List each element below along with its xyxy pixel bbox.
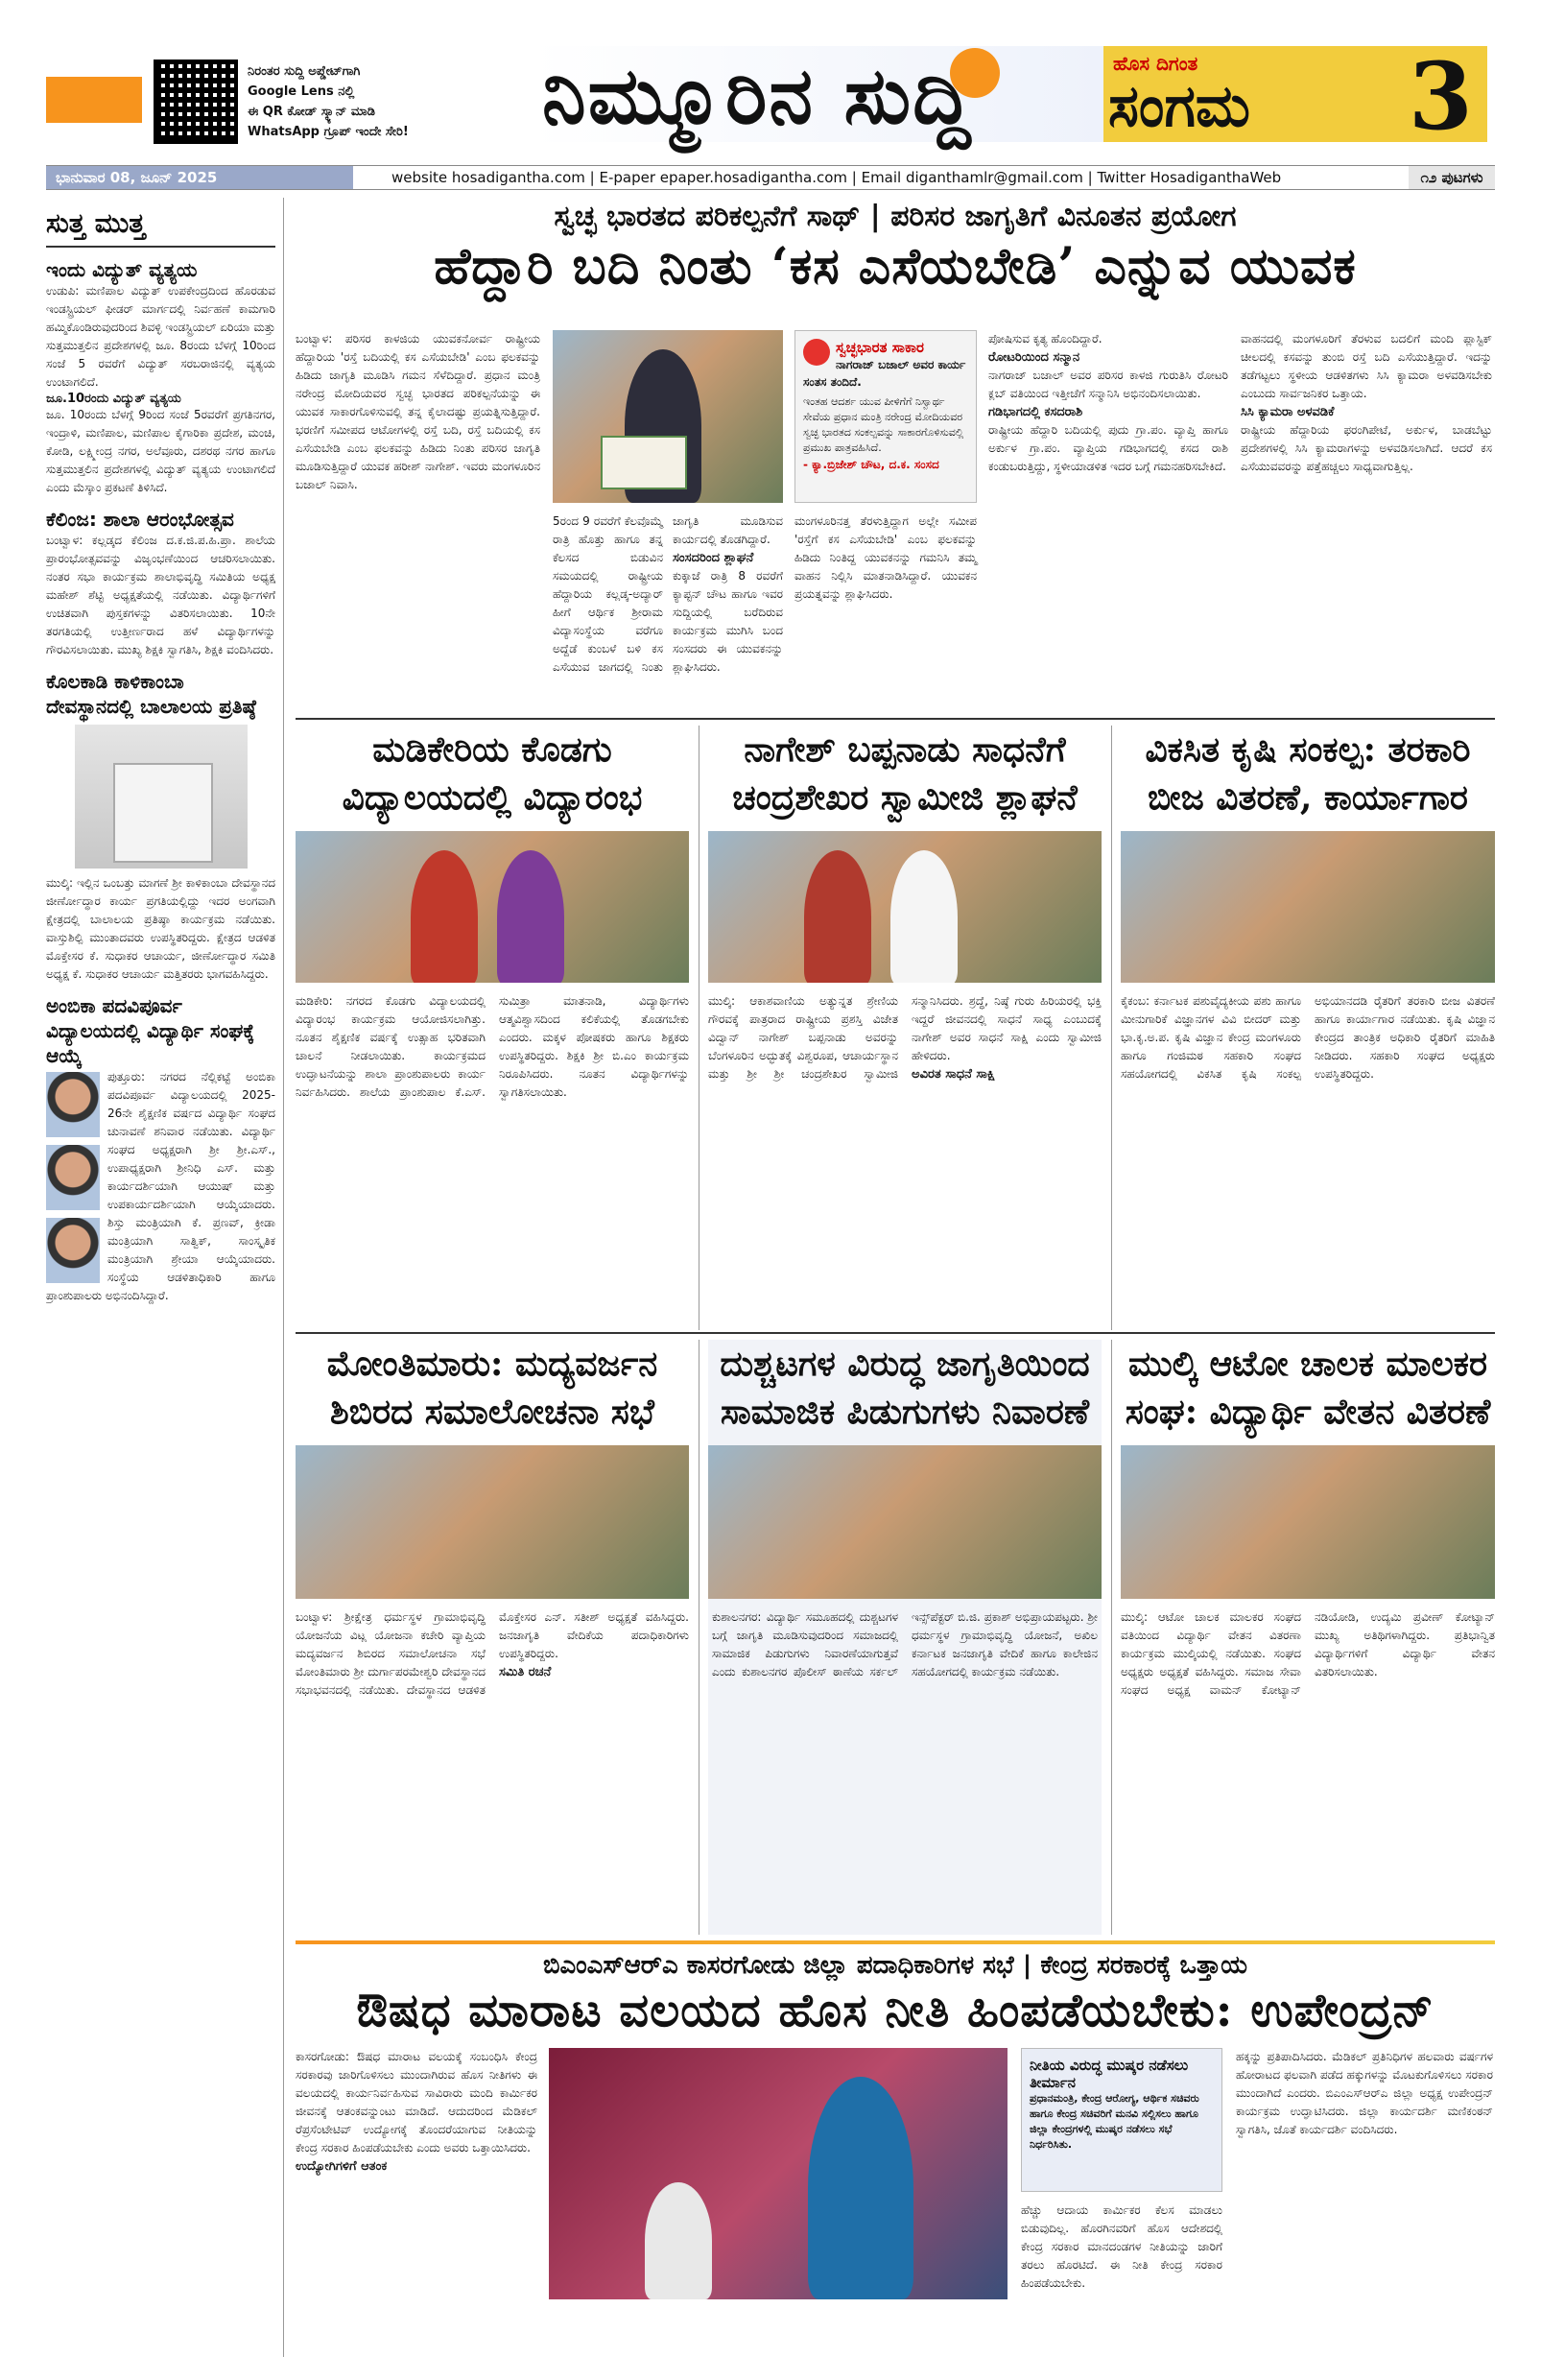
side-box-title: ನೀತಿಯ ವಿರುದ್ಧ ಮುಷ್ಕರ ನಡೆಸಲು ತೀರ್ಮಾನ	[1030, 2057, 1189, 2091]
article-headline: ಮಡಿಕೇರಿಯ ಕೊಡಗು ವಿದ್ಯಾಲಯದಲ್ಲಿ ವಿದ್ಯಾರಂಭ	[342, 729, 643, 818]
story-body	[296, 330, 1495, 714]
lamp-lighting-photo	[296, 831, 689, 983]
page-count: ೧೨ ಪುಟಗಳು	[1409, 166, 1495, 189]
story-headline: ಔಷಧ ಮಾರಾಟ ವಲಯದ ಹೊಸ ನೀತಿ ಹಿಂಪಡೆಯಬೇಕು: ಉಪೇಂದ್ರನ್	[356, 1984, 1434, 2037]
article-text: ಕೈಕಂಬ: ಕರ್ನಾಟಕ ಪಶುವೈದ್ಯಕೀಯ ಪಶು ಹಾಗೂ ಮೀನುಗಾರಿಕೆ ವಿಜ್ಞಾನಗಳ ವಿವಿ ಬೀದರ್ ಮತ್ತು ಭಾ.ಕೃ.ಅ.ಪ. ಕೃಷಿ ವಿಜ್ಞಾನ ಕೇಂದ್ರ ಮಂಗಳೂರು ಹಾಗೂ ಗಂಜಿಮಠ ಸಹಕಾರಿ ಸಂಘದ ಸಹಯೋಗದಲ್ಲಿ ವಿಕಸಿತ ಕೃಷಿ ಸಂಕಲ್ಪ ಅಭಿಯಾನದಡಿ ರೈತರಿಗೆ ತರಕಾರಿ ಬೀಜ ವಿತರಣೆ ಹಾಗೂ ಕಾರ್ಯಾಗಾರ ನಡೆಯಿತು. ಕೃಷಿ ವಿಜ್ಞಾನ ಕೇಂದ್ರದ ತಾಂತ್ರಿಕ ಅಧಿಕಾರಿ ರೈತರಿಗೆ ಮಾಹಿತಿ ನೀಡಿದರು. ಸಹಕಾರಿ ಸಂಘದ ಅಧ್ಯಕ್ಷರು ಉಪಸ್ಥಿತರಿದ್ದರು.	[1121, 994, 1495, 1081]
youth-with-placard-photo	[553, 330, 783, 503]
story-column	[296, 2048, 537, 2176]
story-subhead: ಸಂಸದರಿಂದ ಶ್ಲಾಘನೆ	[673, 551, 754, 565]
story-column: ಹಕ್ಕನ್ನು ಪ್ರತಿಪಾದಿಸಿದರು. ಮೆಡಿಕಲ್ ಪ್ರತಿನಿಧಿಗಳ ಹಲವಾರು ವರ್ಷಗಳ ಹೋರಾಟದ ಫಲವಾಗಿ ಪಡೆದ ಹಕ್ಕುಗಳನ್ನು ಮೊಟಕುಗೊಳಿಸಲು ಸರಕಾರ ಮುಂದಾಗಿದೆ ಎಂದರು. ಬಿಎಂಎಸ್‌ಆರ್‌ಎ ಜಿಲ್ಲಾ ಅಧ್ಯಕ್ಷ ಉಪೇಂದ್ರನ್ ಕಾರ್ಯಕ್ರಮ ಉದ್ಘಾಟಿಸಿದರು. ಜಿಲ್ಲಾ ಕಾರ್ಯದರ್ಶಿ ಮಣಿಕಂಠನ್ ಸ್ವಾಗತಿಸಿ, ಜೊತೆ ಕಾರ್ಯದರ್ಶಿ ವಂದಿಸಿದರು.	[1236, 2050, 1493, 2136]
brief-subhead: ಜೂ.10ರಂದು ವಿದ್ಯುತ್ ವ್ಯತ್ಯಯ	[46, 392, 181, 406]
article-headline: ನಾಗೇಶ್ ಬಪ್ಪನಾಡು ಸಾಧನೆಗೆ ಚಂದ್ರಶೇಖರ ಸ್ವಾಮೀಜಿ ಶ್ಲಾಘನೆ	[732, 729, 1078, 818]
story-kicker: ಸ್ವಚ್ಛ ಭಾರತದ ಪರಿಕಲ್ಪನೆಗೆ ಸಾಥ್ | ಪರಿಸರ ಜಾಗೃತಿಗೆ ವಿನೂತನ ಪ್ರಯೋಗ	[554, 200, 1237, 233]
bottom-story	[296, 1948, 1495, 2361]
article-card	[708, 726, 1102, 1330]
story-kicker: ಬಿಎಂಎಸ್‌ಆರ್‌ಎ ಕಾಸರಗೋಡು ಜಿಲ್ಲಾ ಪದಾಧಿಕಾರಿಗಳ ಸಭೆ | ಕೇಂದ್ರ ಸರಕಾರಕ್ಕೆ ಒತ್ತಾಯ	[543, 1951, 1247, 1980]
article-text: ಕುಶಾಲನಗರ: ವಿದ್ಯಾರ್ಥಿ ಸಮೂಹದಲ್ಲಿ ದುಶ್ಚಟಗಳ ಬಗ್ಗೆ ಜಾಗೃತಿ ಮೂಡಿಸುವುದರಿಂದ ಸಮಾಜದಲ್ಲಿ ಸಾಮಾಜಿಕ ಪಿಡುಗುಗಳು ನಿವಾರಣೆಯಾಗುತ್ತವೆ ಎಂದು ಕುಶಾಲನಗರ ಪೊಲೀಸ್ ಠಾಣೆಯ ಸರ್ಕಲ್ ಇನ್ಸ್‌ಪೆಕ್ಟರ್ ಬಿ.ಜಿ. ಪ್ರಕಾಶ್ ಅಭಿಪ್ರಾಯಪಟ್ಟರು. ಶ್ರೀ ಧರ್ಮಸ್ಥಳ ಗ್ರಾಮಾಭಿವೃದ್ಧಿ ಯೋಜನೆ, ಅಖಿಲ ಕರ್ನಾಟಕ ಜನಜಾಗೃತಿ ವೇದಿಕೆ ಹಾಗೂ ಕಾಲೇಜಿನ ಸಹಯೋಗದಲ್ಲಿ ಕಾರ್ಯಕ್ರಮ ನಡೆಯಿತು.	[712, 1610, 1098, 1678]
article-card	[1121, 1340, 1495, 1935]
story-column: ಮಂಗಳೂರಿನತ್ತ ತೆರಳುತ್ತಿದ್ದಾಗ ಅಲ್ಲೇ ಸಮೀಪ 'ರಸ್ತೆಗೆ ಕಸ ಎಸೆಯಬೇಡಿ' ಎಂಬ ಫಲಕವನ್ನು ಹಿಡಿದು ನಿಂತಿದ್ದ ಯುವಕನನ್ನು ಗಮನಿಸಿ ತಮ್ಮ ವಾಹನ ನಿಲ್ಲಿಸಿ ಮಾತನಾಡಿಸಿದ್ದಾರೆ. ಯುವಕನ ಪ್ರಯತ್ನವನ್ನು ಶ್ಲಾಘಿಸಿದರು.	[794, 514, 977, 601]
divider	[1111, 1340, 1112, 1935]
divider	[296, 718, 1495, 720]
qr-line: WhatsApp ಗ್ರೂಪ್ ಇಂದೇ ಸೇರಿ!	[248, 125, 409, 139]
scholarship-distribution-photo	[1121, 1445, 1495, 1599]
brief-headline: ಕೊಲಕಾಡಿ ಕಾಳಿಕಾಂಬಾ ದೇವಸ್ಥಾನದಲ್ಲಿ ಬಾಲಾಲಯ ಪ್ರತಿಷ್ಠೆ	[46, 670, 256, 718]
story-text: ಕಾಸರಗೋಡು: ಔಷಧ ಮಾರಾಟ ವಲಯಕ್ಕೆ ಸಂಬಂಧಿಸಿ ಕೇಂದ್ರ ಸರಕಾರವು ಜಾರಿಗೊಳಿಸಲು ಮುಂದಾಗಿರುವ ಹೊಸ ನೀತಿಗಳು ಈ ವಲಯದಲ್ಲಿ ಕಾರ್ಯನಿರ್ವಹಿಸುವ ಸಾವಿರಾರು ಮಂದಿ ಕಾರ್ಮಿಕರ ಜೀವನಕ್ಕೆ ಆತಂಕವನ್ನುಂಟು ಮಾಡಿದೆ. ಆದುದರಿಂದ ಮೆಡಿಕಲ್ ರೆಪ್ರಸೆಂಟೇಟಿವ್ ಉದ್ಯೋಗಕ್ಕೆ ತೊಂದರೆಯಾಗುವ ನೀತಿಯನ್ನು ಕೇಂದ್ರ ಸರಕಾರ ಹಿಂಪಡೆಯಬೇಕು ಎಂದು ಅವರು ಒತ್ತಾಯಿಸಿದರು.	[296, 2050, 537, 2154]
brief-headline: ಕೆಲಿಂಜ: ಶಾಲಾ ಆರಂಭೋತ್ಸವ	[46, 508, 234, 531]
meeting-photo	[296, 1445, 689, 1599]
story-text: 5ರಂದ 9 ರವರೆಗೆ ಕೆಲವೊಮ್ಮೆ ರಾತ್ರಿ ಹೊತ್ತು ಹಾಗೂ ತನ್ನ ಕೆಲಸದ ಬಿಡುವಿನ ಸಮಯದಲ್ಲಿ ರಾಷ್ಟ್ರೀಯ ಹೆದ್ದಾರಿಯ ಕಲ್ಲಡ್ಕ-ಅದ್ಯಾರ್ ಹೀಗೆ ಆರ್ಥಿಕ ಶ್ರೀರಾಮ ವಿದ್ಯಾಸಂಸ್ಥೆಯ ವರೆಗೂ ಅದ್ದೆಡೆ ಕುಂಬಳೆ ಬಳಿ ಕಸ ಎಸೆಯುವ ಜಾಗದಲ್ಲಿ ನಿಂತು ಜಾಗೃತಿ ಮೂಡಿಸುವ ಕಾರ್ಯದಲ್ಲಿ ತೊಡಗಿದ್ದಾರೆ.	[553, 514, 783, 674]
date: ಭಾನುವಾರ 08, ಜೂನ್ 2025	[46, 166, 353, 189]
story-subhead: ಗಡಿಭಾಗದಲ್ಲಿ ಕಸದರಾಶಿ	[988, 405, 1083, 419]
temple-photo	[75, 725, 248, 869]
story-column: ಬಂಟ್ವಾಳ: ಪರಿಸರ ಕಾಳಜಿಯ ಯುವಕನೋರ್ವ ರಾಷ್ಟ್ರೀಯ ಹೆದ್ದಾರಿಯ 'ರಸ್ತೆ ಬದಿಯಲ್ಲಿ ಕಸ ಎಸೆಯಬೇಡಿ' ಎಂಬ ಫಲಕವನ್ನು ಹಿಡಿದು ಜಾಗೃತಿ ಮೂಡಿಸಿ ಗಮನ ಸೆಳೆದಿದ್ದಾರೆ. ಪ್ರಧಾನ ಮಂತ್ರಿ ನರೇಂದ್ರ ಮೋದಿಯವರ ಸ್ವಚ್ಛ ಭಾರತದ ಪರಿಕಲ್ಪನೆಯನ್ನು ಈ ಯುವಕ ಸಾಕಾರಗೊಳಿಸುವಲ್ಲಿ ತನ್ನ ಕೈಲಾದಷ್ಟು ಪ್ರಯತ್ನಿಸುತ್ತಿದ್ದಾರೆ. ಭರಣಿಗೆ ಸಮೀಪದ ಆಟೋಗಳಲ್ಲಿ ರಸ್ತೆ ಬದಿ, ರಸ್ತೆ ಬದಿಯಲ್ಲಿ ಕಸ ಎಸೆಯಬೇಡಿ ಎಂಬ ಫಲಕವನ್ನು ಹಿಡಿದು ನಿಂತು ಪರಿಸರ ಜಾಗೃತಿ ಮೂಡಿಸುತ್ತಿದ್ದಾರೆ ಯುವಕ ಹರೀಶ್ ನಾಗೇಶ್. ಇವರು ಮಂಗಳೂರಿನ ಬಜಾಲ್ ನಿವಾಸಿ.	[296, 332, 540, 491]
info-bar	[46, 165, 1495, 190]
story-subhead: ಉದ್ಯೋಗಿಗಳಿಗೆ ಆತಂಕ	[296, 2159, 388, 2174]
story-column	[1241, 330, 1492, 476]
article-subhead: ಅವಿರತ ಸಾಧನೆ ಸಾಕ್ಷಿ	[912, 1067, 995, 1082]
side-box-body: ಪ್ರಧಾನಮಂತ್ರಿ, ಕೇಂದ್ರ ಆರೋಗ್ಯ, ಆರ್ಥಿಕ ಸಚಿವರು ಹಾಗೂ ಕೇಂದ್ರ ಸಚಿವರಿಗೆ ಮನವಿ ಸಲ್ಲಿಸಲು ಹಾಗೂ ಜಿಲ್ಲಾ ಕೇಂದ್ರಗಳಲ್ಲಿ ಮುಷ್ಕರ ನಡೆಸಲು ಸಭೆ ನಿರ್ಧರಿಸಿತು.	[1030, 2092, 1199, 2151]
article-card	[296, 1340, 689, 1935]
qr-instructions	[248, 61, 478, 142]
email-link[interactable]: Email diganthamlr@gmail.com	[861, 169, 1083, 186]
twitter-link[interactable]: Twitter HosadiganthaWeb	[1097, 169, 1282, 186]
brief-text: ಮುಲ್ಕಿ: ಇಲ್ಲಿನ ಒಂಬತ್ತು ಮಾಗಣೆ ಶ್ರೀ ಕಾಳಿಕಾಂಬಾ ದೇವಸ್ಥಾನದ ಜೀರ್ಣೋದ್ಧಾರ ಕಾರ್ಯ ಪ್ರಗತಿಯಲ್ಲಿದ್ದು ಇದರ ಅಂಗವಾಗಿ ಕ್ಷೇತ್ರದಲ್ಲಿ ಬಾಲಾಲಯ ಪ್ರತಿಷ್ಠಾ ಕಾರ್ಯಕ್ರಮ ನಡೆಯಿತು. ವಾಸ್ತುಶಿಲ್ಪಿ ಮುಂತಾದವರು ಉಪಸ್ಥಿತರಿದ್ದರು. ಕ್ಷೇತ್ರದ ಆಡಳಿತ ಮೊಕ್ತೇಸರ ಕೆ. ಸುಧಾಕರ ಆಚಾರ್ಯ, ಜೀರ್ಣೋದ್ಧಾರ ಸಮಿತಿ ಅಧ್ಯಕ್ಷ ಕೆ. ಸುಧಾಕರ ಆಚಾರ್ಯ ಮತ್ತಿತರರು ಭಾಗವಹಿಸಿದ್ದರು.	[46, 876, 275, 981]
newspaper-name: ಹೊಸ ದಿಗಂತ	[1113, 52, 1198, 75]
story-body	[296, 2048, 1495, 2361]
student-photo	[46, 1218, 100, 1283]
side-box	[1021, 2048, 1222, 2192]
divider	[1111, 726, 1112, 1330]
article-card	[708, 1340, 1102, 1935]
brief-headline: ಅಂಬಿಕಾ ಪದವಿಪೂರ್ವ ವಿದ್ಯಾಲಯದಲ್ಲಿ ವಿದ್ಯಾರ್ಥಿ ಸಂಘಕ್ಕೆ ಆಯ್ಕೆ	[46, 994, 255, 1067]
section-title: ನಿಮ್ಮೂರಿನ ಸುದ್ದಿ	[542, 50, 973, 142]
epaper-link[interactable]: E-paper epaper.hosadigantha.com	[599, 169, 847, 186]
student-photo	[46, 1145, 100, 1210]
story-text: ಪೋಷಿಸುವ ಕೃತ್ಯ ಹೊಂದಿದ್ದಾರೆ.	[988, 332, 1102, 345]
felicitation-photo	[708, 831, 1102, 983]
story-text: ಕುಕ್ಕಾಜೆ ರಾತ್ರಿ 8 ರವರೆಗೆ ಕ್ಯಾಪ್ಟನ್ ಚೌಟ ಹಾಗೂ ಇವರ ಸುದ್ದಿಯಲ್ಲಿ ಬರೆದಿರುವ ಕಾರ್ಯಕ್ರಮ ಮುಗಿಸಿ ಬಂದ ಸಂಸದರು ಈ ಯುವಕನನ್ನು ಶ್ಲಾಘಿಸಿದರು.	[673, 569, 783, 674]
quote-box-title: ಸ್ವಚ್ಛಭಾರತ ಸಾಕಾರ	[836, 339, 924, 356]
quote-box	[794, 330, 977, 503]
article-text	[296, 1608, 689, 1700]
brief-text: ಜೂ. 10ರಂದು ಬೆಳಗ್ಗೆ 9ರಿಂದ ಸಂಜೆ 5ರವರೆಗೆ ಪ್ರಗತಿನಗರ, ಇಂದ್ರಾಳಿ, ಮಣಿಪಾಲ, ಮಣಿಪಾಲ ಕೈಗಾರಿಕಾ ಪ್ರದೇಶ, ಮಂಚಿ, ಕೋಡಿ, ಲಕ್ಷ್ಮೀಂದ್ರ ನಗರ, ಅಲೆವೂರು, ದಶರಥ ನಗರ ಹಾಗೂ ಸುತ್ತಮುತ್ತಲಿನ ಪ್ರದೇಶಗಳಲ್ಲಿ ವಿದ್ಯುತ್ ವ್ಯತ್ಯಯ ಉಂಟಾಗಲಿದೆ ಎಂದು ಮೆಸ್ಕಾಂ ಪ್ರಕಟಣೆ ತಿಳಿಸಿದೆ.	[46, 408, 275, 494]
article-headline: ದುಶ್ಚಟಗಳ ವಿರುದ್ಧ ಜಾಗೃತಿಯಿಂದ ಸಾಮಾಜಿಕ ಪಿಡುಗುಗಳು ನಿವಾರಣೆ	[720, 1344, 1090, 1432]
brief-body: ಪುತ್ತೂರು: ನಗರದ ನೆಲ್ಲಿಕಟ್ಟೆ ಅಂಬಿಕಾ ಪದವಿಪೂರ್ವ ವಿದ್ಯಾಲಯದಲ್ಲಿ 2025-26ನೇ ಶೈಕ್ಷಣಿಕ ವರ್ಷದ ವಿದ್ಯಾರ್ಥಿ ಸಂಘದ ಚುನಾವಣೆ ಶನಿವಾರ ನಡೆಯಿತು. ವಿದ್ಯಾರ್ಥಿ ಸಂಘದ ಅಧ್ಯಕ್ಷರಾಗಿ ಶ್ರೀ ಶ್ರೀ.ಎಸ್., ಉಪಾಧ್ಯಕ್ಷರಾಗಿ ಶ್ರೀನಿಧಿ ಎಸ್. ಮತ್ತು ಕಾರ್ಯದರ್ಶಿಯಾಗಿ ಆಯುಷ್ ಮತ್ತು ಉಪಕಾರ್ಯದರ್ಶಿಯಾಗಿ ಆಯ್ಕೆಯಾದರು. ಶಿಸ್ತು ಮಂತ್ರಿಯಾಗಿ ಕೆ. ಪ್ರಣವ್, ಕ್ರೀಡಾ ಮಂತ್ರಿಯಾಗಿ ಸಾತ್ವಿಕ್, ಸಾಂಸ್ಕೃತಿಕ ಮಂತ್ರಿಯಾಗಿ ಶ್ರೇಯಾ ಆಯ್ಕೆಯಾದರು. ಸಂಸ್ಥೆಯ ಆಡಳಿತಾಧಿಕಾರಿ ಹಾಗೂ ಪ್ರಾಂಶುಪಾಲರು ಅಭಿನಂದಿಸಿದ್ದಾರೆ.	[46, 1070, 275, 1302]
edition-name: ಸಂಗಮ	[1108, 73, 1250, 140]
website-link[interactable]: website hosadigantha.com	[391, 169, 585, 186]
story-subhead: ಸಿಸಿ ಕ್ಯಾಮರಾ ಅಳವಡಿಕೆ	[1241, 405, 1335, 419]
article-subhead: ಸಮಿತಿ ರಚನೆ	[499, 1665, 552, 1679]
story-subhead: ರೋಟರಿಯಿಂದ ಸನ್ಮಾನ	[988, 350, 1080, 365]
brief-text	[46, 1068, 275, 1305]
quote-box-body: ಇಂತಹ ಆದರ್ಶ ಯುವ ಪೀಳಿಗೆಗೆ ನಿಸ್ವಾರ್ಥ ಸೇವೆಯ ಪ್ರಧಾನ ಮಂತ್ರಿ ನರೇಂದ್ರ ಮೋದಿಯವರ ಸ್ವಚ್ಛ ಭಾರತದ ಸಂಕಲ್ಪವನ್ನು ಸಾಕಾರಗೊಳಿಸುವಲ್ಲಿ ಪ್ರಮುಖ ಪಾತ್ರವಹಿಸಿದೆ.	[803, 395, 964, 454]
contact-links: website hosadigantha.com | E-paper epaper.hosadigantha.com | Email diganthamlr@gmail.com | Twitter HosadiganthaWeb	[391, 169, 1282, 186]
article-headline: ಮೋಂತಿಮಾರು: ಮದ್ಯವರ್ಜನ ಶಿಬಿರದ ಸಮಾಲೋಚನಾ ಸಭೆ	[326, 1344, 658, 1432]
story-column: ಹೆಚ್ಚು ಆದಾಯ ಕಾರ್ಮಿಕರ ಕೆಲಸ ಮಾಡಲು ಬಿಡುವುದಿಲ್ಲ. ಹೊರಗಿನವರಿಗೆ ಹೊಸ ಆದೇಶದಲ್ಲಿ ಕೇಂದ್ರ ಸರಕಾರ ಮಾನದಂಡಗಳ ನೀತಿಯನ್ನು ಜಾರಿಗೆ ತರಲು ಹೊರಟಿದೆ. ಈ ನೀತಿ ಕೇಂದ್ರ ಸರಕಾರ ಹಿಂಪಡೆಯಬೇಕು.	[1021, 2203, 1222, 2290]
story-headline: ಹೆದ್ದಾರಿ ಬದಿ ನಿಂತು ‘ಕಸ ಎಸೆಯಬೇಡಿ’ ಎನ್ನುವ ಯುವಕ	[434, 237, 1357, 296]
article-text: ಮುಲ್ಕಿ: ಆಟೋ ಚಾಲಕ ಮಾಲಕರ ಸಂಘದ ವತಿಯಿಂದ ವಿದ್ಯಾರ್ಥಿ ವೇತನ ವಿತರಣಾ ಕಾರ್ಯಕ್ರಮ ಮುಲ್ಕಿಯಲ್ಲಿ ನಡೆಯಿತು. ಸಂಘದ ಅಧ್ಯಕ್ಷರು ಅಧ್ಯಕ್ಷತೆ ವಹಿಸಿದ್ದರು. ಸಮಾಜ ಸೇವಾ ಸಂಘದ ಅಧ್ಯಕ್ಷ ವಾಮನ್ ಕೋಟ್ಯಾನ್ ನಡಿಯೋಡಿ, ಉದ್ಯಮಿ ಪ್ರವೀಣ್ ಕೋಟ್ಯಾನ್ ಮುಖ್ಯ ಅತಿಥಿಗಳಾಗಿದ್ದರು. ಪ್ರತಿಭಾನ್ವಿತ ವಿದ್ಯಾರ್ಥಿಗಳಿಗೆ ವಿದ್ಯಾರ್ಥಿ ವೇತನ ವಿತರಿಸಲಾಯಿತು.	[1121, 1610, 1495, 1697]
brief-headline: ಇಂದು ವಿದ್ಯುತ್ ವ್ಯತ್ಯಯ	[46, 258, 198, 281]
left-column	[46, 198, 284, 2357]
story-text: ವಾಹನದಲ್ಲಿ ಮಂಗಳೂರಿಗೆ ತೆರಳುವ ಬದಲಿಗೆ ಮಂದಿ ಪ್ಲಾಸ್ಟಿಕ್ ಚೀಲದಲ್ಲಿ ಕಸವನ್ನು ತುಂಬಿ ರಸ್ತೆ ಬದಿ ಎಸೆಯುತ್ತಿದ್ದಾರೆ. ಇದನ್ನು ತಡೆಗಟ್ಟಲು ಸ್ಥಳೀಯ ಆಡಳಿತಗಳು ಸಿಸಿ ಕ್ಯಾಮರಾ ಅಳವಡಿಸಬೇಕು ಎಂಬುದು ಸಾರ್ವಜನಿಕರ ಒತ್ತಾಯ.	[1241, 332, 1492, 400]
brief-text: ಉಡುಪಿ: ಮಣಿಪಾಲ ವಿದ್ಯುತ್ ಉಪಕೇಂದ್ರದಿಂದ ಹೊರಡುವ ಇಂಡಸ್ಟ್ರಿಯಲ್ ಫೀಡರ್ ಮಾರ್ಗದಲ್ಲಿ ನಿರ್ವಹಣೆ ಕಾಮಗಾರಿ ಹಮ್ಮಿಕೊಂಡಿರುವುದರಿಂದ ಶಿವಳ್ಳಿ ಇಂಡಸ್ಟ್ರಿಯಲ್ ಏರಿಯಾ ಮತ್ತು ಸುತ್ತಮುತ್ತಲಿನ ಪ್ರದೇಶಗಳಲ್ಲಿ ಜೂ. 8ರಂದು ಬೆಳಗ್ಗೆ 10ರಿಂದ ಸಂಜೆ 5 ರವರೆಗೆ ವಿದ್ಯುತ್ ಸರಬರಾಜಿನಲ್ಲಿ ವ್ಯತ್ಯಯ ಉಂಟಾಗಲಿದೆ.	[46, 284, 275, 389]
qr-line: ನಿರಂತರ ಸುದ್ದಿ ಅಪ್ಡೇಟ್‌ಗಾಗಿ	[248, 64, 361, 79]
story-text: ನಾಗರಾಜ್ ಬಜಾಲ್ ಅವರ ಪರಿಸರ ಕಾಳಜಿ ಗುರುತಿಸಿ ರೋಟರಿ ಕ್ಲಬ್ ವತಿಯಿಂದ ಇತ್ತೀಚೆಗೆ ಸನ್ಮಾನಿಸಿ ಅಭಿನಂದಿಸಲಾಯಿತು.	[988, 369, 1228, 400]
article-body: ಬಂಟ್ವಾಳ: ಶ್ರೀಕ್ಷೇತ್ರ ಧರ್ಮಸ್ಥಳ ಗ್ರಾಮಾಭಿವೃದ್ಧಿ ಯೋಜನೆಯ ವಿಟ್ಲ ಯೋಜನಾ ಕಚೇರಿ ವ್ಯಾಪ್ತಿಯ ಮದ್ಯವರ್ಜನ ಶಿಬಿರದ ಸಮಾಲೋಚನಾ ಸಭೆ ಮೋಂತಿಮಾರು ಶ್ರೀ ದುರ್ಗಾಪರಮೇಶ್ವರಿ ದೇವಸ್ಥಾನದ ಸಭಾಭವನದಲ್ಲಿ ನಡೆಯಿತು. ದೇವಸ್ಥಾನದ ಆಡಳಿತ ಮೊಕ್ತೇಸರ ಎನ್. ಸತೀಶ್ ಅಧ್ಯಕ್ಷತೆ ವಹಿಸಿದ್ದರು. ಜನಜಾಗೃತಿ ವೇದಿಕೆಯ ಪದಾಧಿಕಾರಿಗಳು ಉಪಸ್ಥಿತರಿದ್ದರು.	[296, 1610, 689, 1697]
page-number: 3	[1409, 42, 1473, 151]
article-card	[1121, 726, 1495, 1330]
article-body: ಮುಲ್ಕಿ: ಆಕಾಶವಾಣಿಯ ಅತ್ಯುನ್ನತ ಶ್ರೇಣಿಯ ಗೌರವಕ್ಕೆ ಪಾತ್ರರಾದ ರಾಷ್ಟ್ರೀಯ ಪ್ರಶಸ್ತಿ ವಿಜೇತ ವಿದ್ವಾನ್ ನಾಗೇಶ್ ಬಪ್ಪನಾಡು ಅವರನ್ನು ಬೆಂಗಳೂರಿನ ಅದ್ಭುತಕ್ಕೆ ವಿಶ್ವರೂಪ, ಆಚಾರ್ಯಸ್ಥಾನ ಮತ್ತು ಶ್ರೀ ಶ್ರೀ ಚಂದ್ರಶೇಖರ ಸ್ವಾಮೀಜಿ ಸನ್ಮಾನಿಸಿದರು. ಶ್ರದ್ಧೆ, ನಿಷ್ಠೆ ಗುರು ಹಿರಿಯರಲ್ಲಿ ಭಕ್ತಿ ಇದ್ದರೆ ಜೀವನದಲ್ಲಿ ಸಾಧನೆ ಸಾಧ್ಯ ಎಂಬುದಕ್ಕೆ ನಾಗೇಶ್ ಅವರ ಸಾಧನೆ ಸಾಕ್ಷಿ ಎಂದು ಸ್ವಾಮೀಜಿ ಹೇಳಿದರು.	[708, 994, 1102, 1081]
divider	[296, 1332, 1495, 1334]
qr-code-icon[interactable]	[154, 60, 238, 144]
masthead	[0, 0, 1541, 163]
qr-line: ಈ QR ಕೋಡ್ ಸ್ಕ್ಯಾನ್ ಮಾಡಿ	[248, 105, 375, 119]
article-text	[708, 992, 1102, 1083]
meeting-speaker-photo	[549, 2048, 1008, 2299]
divider	[296, 1940, 1495, 1944]
story-column	[988, 330, 1228, 476]
story-text: ರಾಷ್ಟ್ರೀಯ ಹೆದ್ದಾರಿಯ ಫರಂಗಿಪೇಟೆ, ಅರ್ಕುಳ, ಬಾಡಬೆಟ್ಟು ಪ್ರದೇಶಗಳಲ್ಲಿ ಸಿಸಿ ಕ್ಯಾಮರಾಗಳನ್ನು ಅಳವಡಿಸಲಾಗಿದೆ. ಆದರೆ ಕಸ ಎಸೆಯುವವರನ್ನು ಪತ್ತೆಹಚ್ಚಲು ಸಾಧ್ಯವಾಗುತ್ತಿಲ್ಲ.	[1241, 423, 1492, 473]
article-headline: ವಿಕಸಿತ ಕೃಷಿ ಸಂಕಲ್ಪ: ತರಕಾರಿ ಬೀಜ ವಿತರಣೆ, ಕಾರ್ಯಾಗಾರ	[1145, 729, 1471, 818]
article-headline: ಮುಲ್ಕಿ ಆಟೋ ಚಾಲಕ ಮಾಲಕರ ಸಂಘ: ವಿದ್ಯಾರ್ಥಿ ವೇತನ ವಿತರಣೆ	[1125, 1344, 1491, 1432]
qr-line: Google Lens ನಲ್ಲಿ	[248, 84, 355, 99]
column-title: ಸುತ್ತ ಮುತ್ತ	[46, 198, 275, 248]
top-story	[296, 198, 1495, 716]
quote-box-subtitle: ನಾಗರಾಜ್ ಬಜಾಲ್ ಅವರ ಕಾರ್ಯ ಸಂತಸ ತಂದಿದೆ.	[803, 358, 966, 389]
swachh-logo-icon	[803, 339, 830, 366]
brief-text: ಬಂಟ್ವಾಳ: ಕಲ್ಲಡ್ಕದ ಕೆಲಿಂಜ ದ.ಕ.ಜಿ.ಪ.ಹಿ.ಪ್ರಾ. ಶಾಲೆಯ ಪ್ರಾರಂಭೋತ್ಸವವನ್ನು ವಿಜೃಂಭಣೆಯಿಂದ ಆಚರಿಸಲಾಯಿತು. ನಂತರ ಸಭಾ ಕಾರ್ಯಕ್ರಮ ಶಾಲಾಭಿವೃದ್ಧಿ ಸಮಿತಿಯ ಅಧ್ಯಕ್ಷ ಮಹೇಶ್ ಶೆಟ್ಟಿ ಅಧ್ಯಕ್ಷತೆಯಲ್ಲಿ ನಡೆಯಿತು. ವಿದ್ಯಾರ್ಥಿಗಳಿಗೆ ಉಚಿತವಾಗಿ ಪುಸ್ತಕಗಳನ್ನು ವಿತರಿಸಲಾಯಿತು. 10ನೇ ತರಗತಿಯಲ್ಲಿ ಉತ್ತೀರ್ಣರಾದ ಹಳೆ ವಿದ್ಯಾರ್ಥಿಗಳನ್ನು ಗೌರವಿಸಲಾಯಿತು. ಮುಖ್ಯ ಶಿಕ್ಷಕಿ ಸ್ವಾಗತಿಸಿ, ಶಿಕ್ಷಕಿ ವಂದಿಸಿದರು.	[46, 534, 275, 656]
article-text: ಮಡಿಕೇರಿ: ನಗರದ ಕೊಡಗು ವಿದ್ಯಾಲಯದಲ್ಲಿ ವಿದ್ಯಾರಂಭ ಕಾರ್ಯಕ್ರಮ ಆಯೋಜಿಸಲಾಗಿತ್ತು. ನೂತನ ಶೈಕ್ಷಣಿಕ ವರ್ಷಕ್ಕೆ ಉತ್ಸಾಹ ಭರಿತವಾಗಿ ಚಾಲನೆ ನೀಡಲಾಯಿತು. ಕಾರ್ಯಕ್ರಮದ ಉದ್ಘಾಟನೆಯನ್ನು ಶಾಲಾ ಪ್ರಾಂಶುಪಾಲರು ಕಾರ್ಯ ನಿರ್ವಹಿಸಿದರು. ಶಾಲೆಯ ಪ್ರಾಂಶುಪಾಲ ಕೆ.ಎಸ್. ಸುಮಿತ್ರಾ ಮಾತನಾಡಿ, ವಿದ್ಯಾರ್ಥಿಗಳು ಆತ್ಮವಿಶ್ವಾಸದಿಂದ ಕಲಿಕೆಯಲ್ಲಿ ತೊಡಗಬೇಕು ಎಂದರು. ಮಕ್ಕಳ ಪೋಷಕರು ಹಾಗೂ ಶಿಕ್ಷಕರು ಉಪಸ್ಥಿತರಿದ್ದರು. ಶಿಕ್ಷಕಿ ಶ್ರೀ ಬಿ.ಎಂ ಕಾರ್ಯಕ್ರಮ ನಿರೂಪಿಸಿದರು. ನೂತನ ವಿದ್ಯಾರ್ಥಿಗಳನ್ನು ಸ್ವಾಗತಿಸಲಾಯಿತು.	[296, 994, 689, 1099]
story-text: ರಾಷ್ಟ್ರೀಯ ಹೆದ್ದಾರಿ ಬದಿಯಲ್ಲಿ ಪುದು ಗ್ರಾ.ಪಂ. ವ್ಯಾಪ್ತಿ ಹಾಗೂ ಅರ್ಕುಳ ಗ್ರಾ.ಪಂ. ವ್ಯಾಪ್ತಿಯ ಗಡಿಭಾಗದಲ್ಲಿ ಕಸದ ರಾಶಿ ಕಂಡುಬರುತ್ತಿದ್ದು, ಸ್ಥಳೀಯಾಡಳಿತ ಇದರ ಬಗ್ಗೆ ಗಮನಹರಿಸಬೇಕಿದೆ.	[988, 423, 1228, 473]
quote-box-signature: - ಕ್ಯಾ.ಬ್ರಿಜೇಶ್ ಚೌಟ, ದ.ಕ. ಸಂಸದ	[803, 458, 939, 471]
article-card	[296, 726, 689, 1330]
orange-block	[46, 77, 142, 123]
workshop-photo	[1121, 831, 1495, 983]
awareness-event-photo	[708, 1445, 1102, 1599]
story-column	[553, 512, 783, 677]
student-photo	[46, 1072, 100, 1137]
